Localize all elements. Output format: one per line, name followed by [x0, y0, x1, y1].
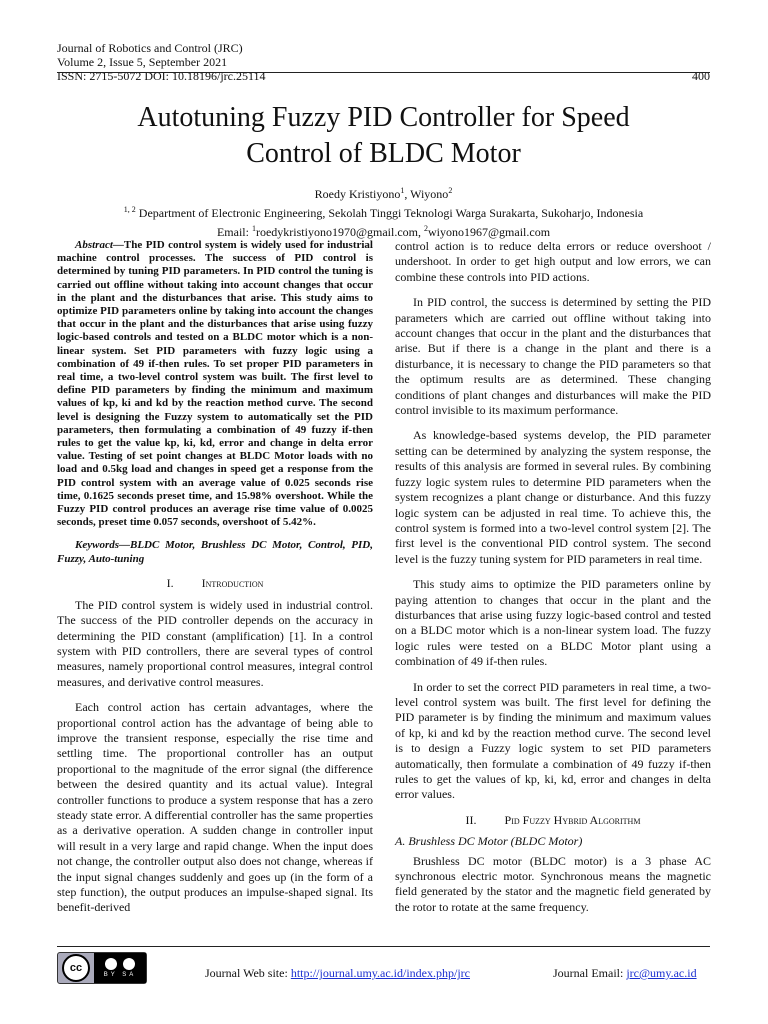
journal-name: Journal of Robotics and Control (JRC) [57, 41, 243, 55]
cc-icon: cc [62, 954, 90, 982]
footer-divider [57, 946, 710, 947]
email-link[interactable]: jrc@umy.ac.id [626, 966, 697, 980]
author-names: Roedy Kristiyono$^1$, Wiyono$^2$ [314, 186, 453, 201]
footer-website [205, 966, 470, 981]
author-emails: Email: $^1$roedykristiyono1970@gmail.com, $^2$wiyono1967@gmail.com [216, 224, 551, 239]
page-number: 400 [692, 69, 710, 83]
section-heading-algorithm: II. Pid Fuzzy Hybrid Algorithm [465, 812, 641, 827]
footer-email [553, 966, 697, 981]
paragraph: control action is to reduce delta errors or reduce overshoot / undershoot. In order to get high output and low errors, we can combine these controls into PID actions. [395, 239, 711, 284]
website-label: Journal Web site: [205, 966, 291, 980]
website-link[interactable]: http://journal.umy.ac.id/index.php/jrc [290, 966, 470, 980]
paper-title [57, 100, 710, 172]
paragraph: The PID control system is widely used in industrial control. The success of the PID controller depends on the accuracy in determining the PID constant (amplification) [1]. In a control system with PID controllers, there are several types of control measures, namely proportional control measures, integral control measures, and derivative control measures. [57, 597, 373, 689]
journal-volume: Volume 2, Issue 5, September 2021 [57, 55, 228, 69]
abstract [57, 239, 373, 529]
title-line-2: Control of BLDC Motor [246, 138, 521, 169]
license-text: BY SA [103, 972, 137, 978]
paragraph: As knowledge-based systems develop, the PID parameter setting can be determined by analyzing the system response, the results of this analysis are formed in several rules. By combining fuzzy logic system rules to determine PID parameters when the system recognizes a plant change or disturbance. And this fuzzy logic system can be adjusted in real time. To achieve this, the control system is formed into a two-level control system [2]. The first level is the conventional PID control system. The second level is the fuzzy tuning system for PID parameters in real time. [395, 428, 711, 566]
running-header [57, 41, 710, 83]
section-heading-introduction: I. Introduction [166, 576, 264, 591]
author-block [57, 183, 710, 240]
left-column [57, 239, 373, 926]
by-attribution-icon [105, 958, 117, 970]
right-column [395, 239, 711, 925]
email-label: Journal Email: [553, 966, 627, 980]
journal-issn-doi: ISSN: 2715-5072 DOI: 10.18196/jrc.25114 [57, 69, 266, 83]
paragraph: This study aims to optimize the PID parameters online by paying attention to changes that occur in the plant and the disturbances that arise using fuzzy logic-based control and tested on a BLDC motor which is a non-linear system load. The fuzzy logic rules were tested on a BLDC Motor plant using a combination of 49 if-then rules. [395, 577, 711, 669]
paragraph: In PID control, the success is determined by setting the PID parameters which are carried out offline without taking into account changes that occur in the plant and the disturbances that arise. But if there is a change in the plant and there is a disturbance, it is necessary to change the PID parameters so that the optimum results are as determined. These changing conditions of plant changes and disturbances will make the PID control invisible to its maximum performance. [395, 295, 711, 418]
abstract-label: Abstract— [75, 239, 124, 251]
creative-commons-badge[interactable] [57, 952, 147, 984]
subsection-heading-bldc: A. Brushless DC Motor (BLDC Motor) [395, 834, 583, 849]
author-affiliation: $^{1, 2}$ Department of Electronic Engineering, Sekolah Tinggi Teknologi Warga Surakarta, Sukoharjo, Indonesia [123, 205, 644, 220]
paragraph: Each control action has certain advantages, where the proportional control action has the advantage of being able to improve the transient response, especially the rise time and settling time. The proportional controller has an output proportional to the magnitude of the error signal (the difference between the desired quantity and its actual value). Integral controller functions to produce a system response that has a zero steady state error. A differential controller has the same properties as a derivative operation. A sudden change in controller input will result in a very large and rapid change. When the input does not change, the controller output also does not change, whereas if the input signal changes suddenly and goes up (in the form of a step function), the output produces an impulse-shaped signal. Its benefit-derived [57, 700, 373, 915]
keywords [57, 539, 373, 566]
paragraph: In order to set the correct PID parameters in real time, a two-level control system was built. The first level for defining the PID parameter is by finding the minimum and maximum values of kp, ki and kd by the reaction method curve. The second level is to design a Fuzzy logic system to set PID parameters automatically, then formulate a combination of 49 fuzzy if-then rules to get the values of kp, ki, kd, error and changes in delta error values. [395, 679, 711, 802]
paragraph: Brushless DC motor (BLDC motor) is a 3 phase AC synchronous electric motor. Synchronous means the magnetic field generated by the stator and the magnetic field generated by the rotor to rotate at the same frequency. [395, 853, 711, 914]
title-line-1: Autotuning Fuzzy PID Controller for Speed [137, 102, 630, 133]
keywords-text: BLDC Motor, Brushless DC Motor, Control, PID, Fuzzy, Auto-tuning [57, 539, 373, 565]
header-divider [57, 72, 710, 73]
share-alike-icon [123, 958, 135, 970]
abstract-text: The PID control system is widely used for industrial machine control processes. The success of PID control is determined by tuning PID parameters. In PID control the tuning is carried out offline without taking into account changes that occur in the plant and the disturbances that arise. This study aims to optimize PID parameters online by taking into account the changes that occur in the plant and the disturbances that arise using fuzzy logic-based controls and tested on a BLDC motor which is a non-linear system. Set PID parameters with fuzzy logic using a combination of 49 if-then rules. To set proper PID parameters in real time, a two-level control system was built. The first level to define PID parameters by finding the minimum and maximum values of kp, ki and kd by the reaction method curve. The second level is designing the Fuzzy system to automatically set the PID parameters, then formulating a combination of 49 fuzzy if-then rules to get the value kp, ki, kd, error and change in delta error value. Testing of set point changes at BLDC Motor loads with no load and 0.5kg load and changes in speed get a response from the PID control system with an average value of 0.025 seconds rise time, 0.1625 seconds preset time, and 15.98% overshoot. While the Fuzzy PID control produces an average rise time value of 0.0025 seconds, preset time 0.057 seconds, overshoot of 5.42%. [57, 239, 373, 529]
keywords-label: Keywords— [75, 539, 130, 552]
